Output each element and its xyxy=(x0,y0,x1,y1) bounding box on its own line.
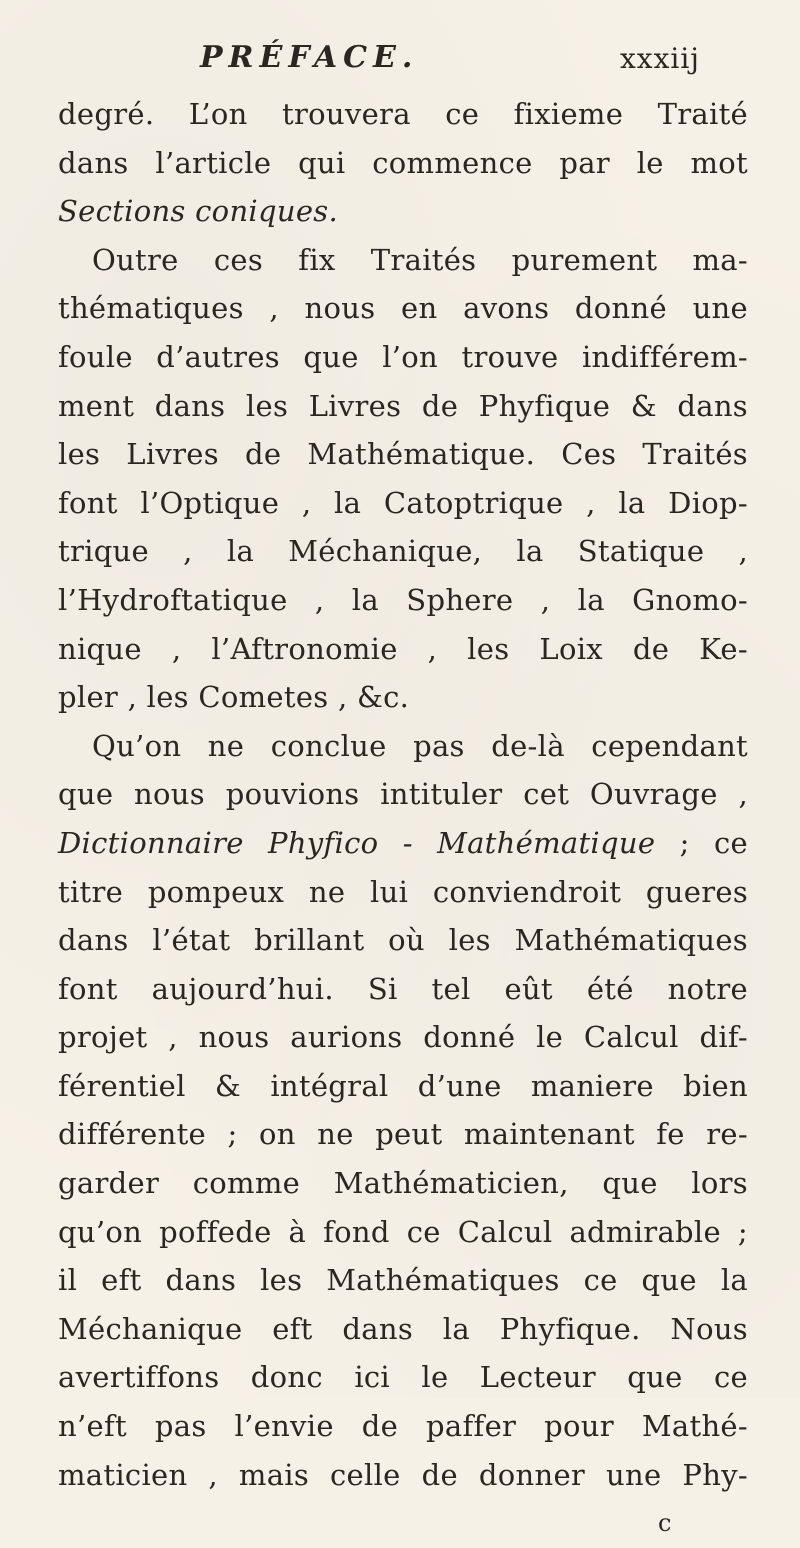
text-line: différente ; on ne peut maintenant fe re- xyxy=(58,1117,748,1152)
text-line: projet , nous aurions donné le Calcul dif- xyxy=(58,1020,748,1055)
text-line xyxy=(58,819,748,868)
italic-text: Dictionnaire Phyfico - Mathématique xyxy=(58,825,656,860)
text-line: férentiel & intégral d’une maniere bien xyxy=(58,1068,748,1103)
text-line: Méchanique eft dans la Phyfique. Nous xyxy=(58,1311,748,1346)
text-line: Sections coniques. xyxy=(58,194,338,229)
text-line: garder comme Mathématicien, que lors xyxy=(58,1166,748,1201)
text-line: Outre ces fix Traités purement ma- xyxy=(92,242,748,277)
text-line: foule d’autres que l’on trouve indifférem- xyxy=(58,339,748,374)
text-line: trique , la Méchanique, la Statique , xyxy=(58,534,748,569)
text-line: pler , les Cometes , &c. xyxy=(58,680,410,715)
text-span: ; ce xyxy=(655,825,748,860)
text-line: titre pompeux ne lui conviendroit gueres xyxy=(58,874,748,909)
text-line: l’Hydroftatique , la Sphere , la Gnomo- xyxy=(58,582,748,617)
text-line: dans l’état brillant où les Mathématiques xyxy=(58,923,748,958)
text-line: maticien , mais celle de donner une Phy- xyxy=(58,1457,748,1492)
text-line: ment dans les Livres de Phyfique & dans xyxy=(58,388,748,423)
text-line: n’eft pas l’envie de paffer pour Mathé- xyxy=(58,1409,748,1444)
text-line: font aujourd’hui. Si tel eût été notre xyxy=(58,971,748,1006)
text-line: les Livres de Mathématique. Ces Traités xyxy=(58,437,748,472)
text-line: qu’on poffede à fond ce Calcul admirable ; xyxy=(58,1214,748,1249)
text-line: avertiffons donc ici le Lecteur que ce xyxy=(58,1360,748,1395)
text-line: que nous pouvions intituler cet Ouvrage , xyxy=(58,777,748,812)
text-line: font l’Optique , la Catoptrique , la Diop- xyxy=(58,485,748,520)
text-line: degré. L’on trouvera ce fixieme Traité xyxy=(58,97,748,131)
text-line: thématiques , nous en avons donné une xyxy=(58,291,748,326)
text-line: dans l’article qui commence par le mot xyxy=(58,145,748,180)
running-title: PRÉFACE. xyxy=(200,40,419,75)
body-text xyxy=(58,90,748,1548)
text-line: il eft dans les Mathématiques ce que la xyxy=(58,1263,748,1298)
text-line: nique , l’Aftronomie , les Loix de Ke- xyxy=(58,631,748,666)
text-line: Qu’on ne conclue pas de-là cependant xyxy=(92,728,748,763)
page-number: xxxiij xyxy=(620,42,700,75)
page-header xyxy=(0,40,800,90)
signature-mark: c xyxy=(658,1509,672,1538)
